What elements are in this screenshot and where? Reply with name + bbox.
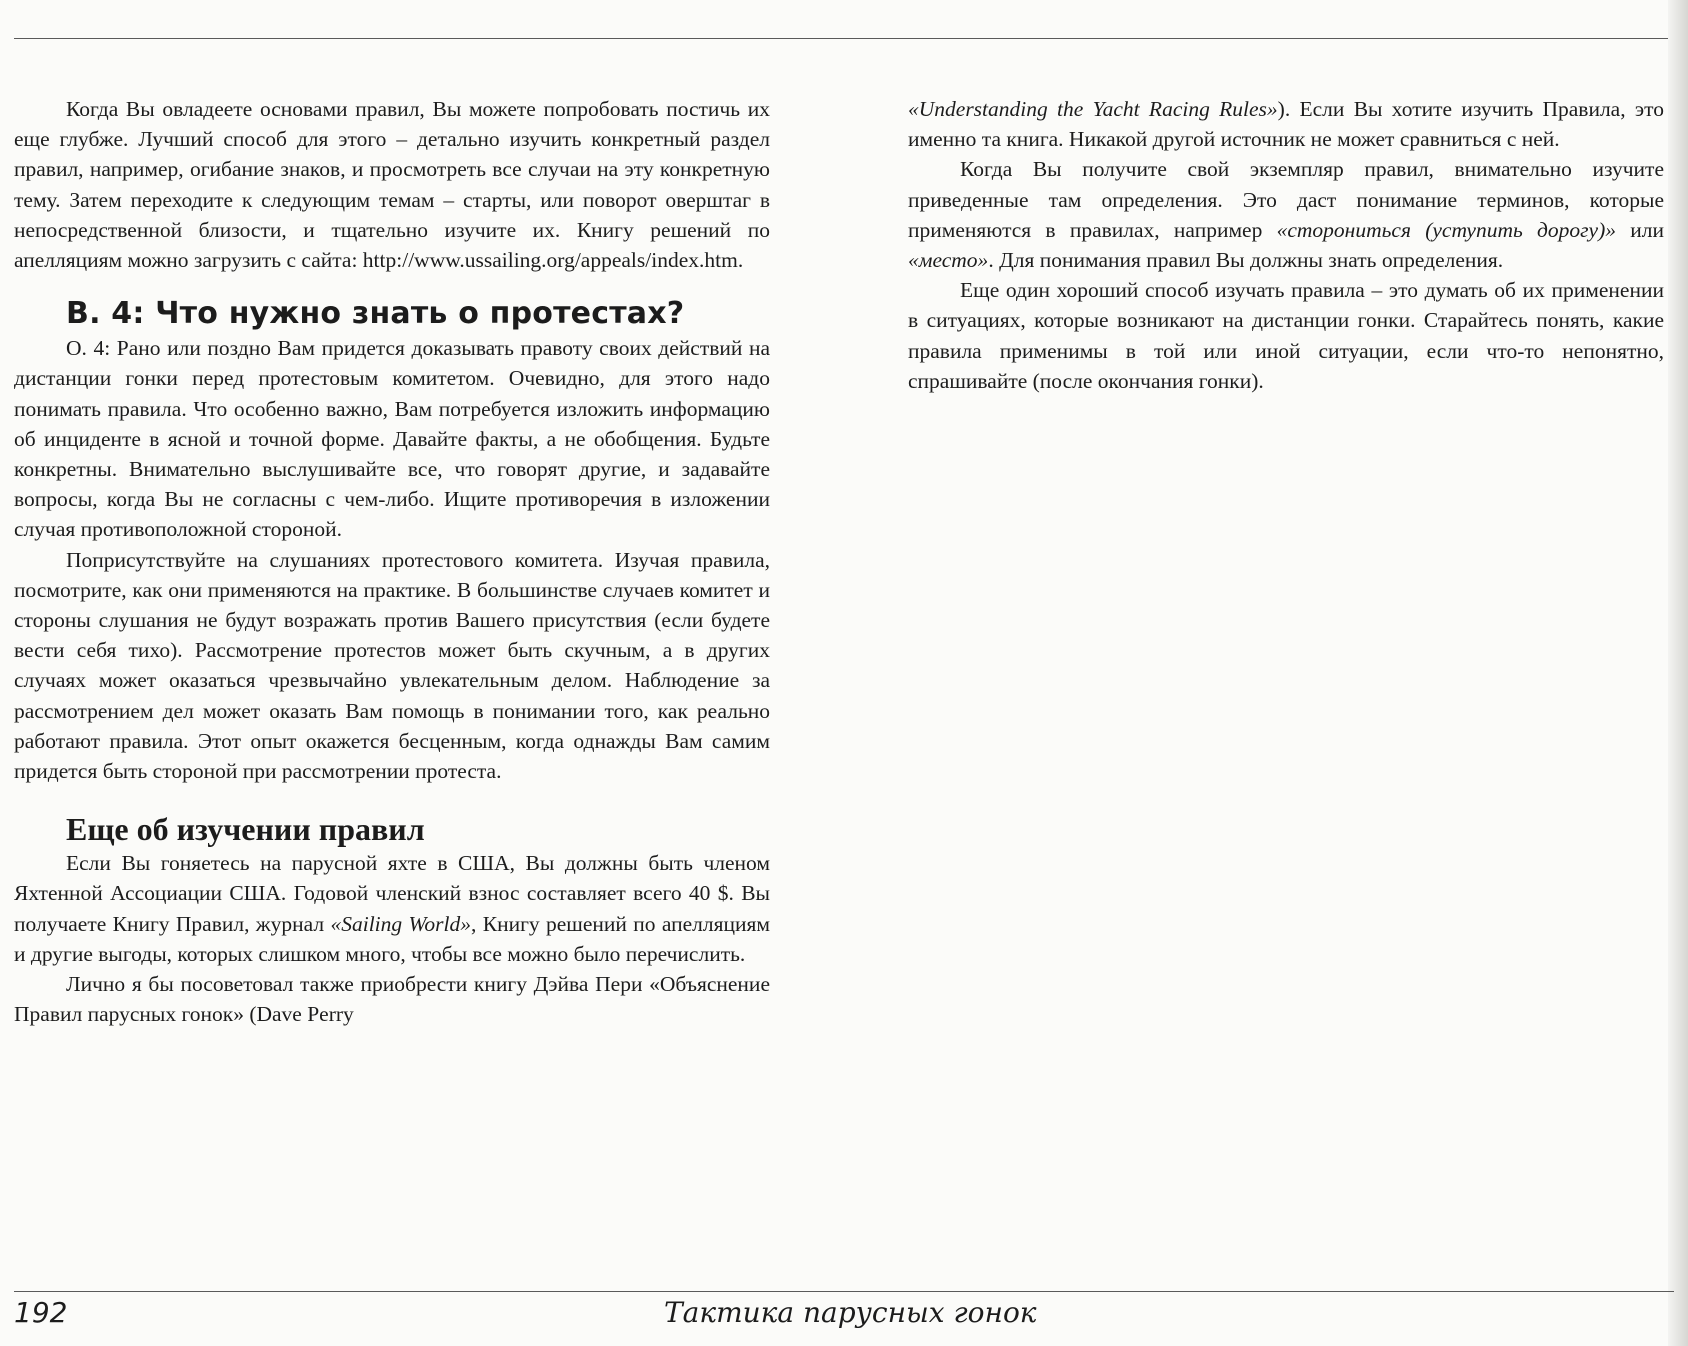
paragraph-answer-4: О. 4: Рано или поздно Вам придется доказывать правоту своих действий на дистанции гонки перед протестовым комитетом. Очевидно, для этого надо понимать правила. Что особенно важно, Вам потребуется изложить информацию об инциденте в ясной и точной форме. Давайте факты, а не обобщения. Будьте конкретны. Внимательно выслушивайте все, что говорят другие, и задавайте вопросы, когда Вы не согласны с чем-либо. Ищите противоречия в изложении случая противоположной стороной. bbox=[14, 336, 770, 542]
book-title: «Understanding the Yacht Racing Rules» bbox=[908, 97, 1278, 121]
left-column bbox=[14, 94, 770, 1029]
paragraph-book-advice: Лично я бы посоветовал также приобрести книгу Дэйва Пери «Объяснение Правил парусных гонок» (Dave Perry bbox=[14, 972, 770, 1027]
term-room: «место» bbox=[908, 248, 989, 273]
running-title: Тактика парусных гонок bbox=[664, 1296, 1037, 1329]
heading-question-4: В. 4: Что нужно знать о протестах? bbox=[66, 296, 685, 332]
paragraph-definitions: Когда Вы получите свой экземпляр правил, внимательно изучите приведенные там определения. Это даст понимание терминов, которые применяются в правилах, например «сторониться (уступить дорогу)» или «место». Для понимания правил Вы должны знать определения. bbox=[908, 157, 1664, 273]
paragraph-us-sailing: Если Вы гоняетесь на парусной яхте в США, Вы должны быть членом Яхтенной Ассоциации США. Годовой членский взнос составляет всего 40 $. Вы получаете Книгу Правил, журнал «Sailing World», Книгу решений по апелляциям и другие выгоды, которых слишком много, чтобы все можно было перечислить. bbox=[14, 851, 770, 966]
paragraph-study-deeper: Когда Вы овладеете основами правил, Вы можете попробовать постичь их еще глубже. Лучший способ для этого – детально изучить конкретный раздел правил, например, огибание знаков, и просмотреть все случаи на эту конкретную тему. Затем переходите к следующим темам – старты, или поворот оверштаг в непосредственной близости, и тщательно изучите их. Книгу решений по апелляциям можно загрузить с сайта: http://www.ussailing.org/appeals/index.htm. bbox=[14, 97, 770, 273]
paragraph-book-title: «Understanding the Yacht Racing Rules»). Если Вы хотите изучить Правила, это именно та книга. Никакой другой источник не может сравниться с ней. bbox=[908, 97, 1664, 152]
page-edge-shadow bbox=[1668, 0, 1688, 1346]
page-number: 192 bbox=[14, 1296, 68, 1329]
paragraph-attend-hearings: Поприсутствуйте на слушаниях протестового комитета. Изучая правила, посмотрите, как они применяются на практике. В большинстве случаев комитет и стороны слушания не будут возражать против Вашего присутствия (если будете вести себя тихо). Рассмотрение протестов может быть скучным, а в других случаях может оказаться чрезвычайно увлекательным делом. Наблюдение за рассмотрением дел может оказать Вам помощь в понимании того, как реально работают правила. Этот опыт окажется бесценным, когда однажды Вам самим придется быть стороной при рассмотрении протеста. bbox=[14, 547, 770, 784]
paragraph-apply-rules: Еще один хороший способ изучать правила – это думать об их применении в ситуациях, которые возникают на дистанции гонки. Старайтесь понять, какие правила применимы в той или иной ситуации, если что-то непонятно, спрашивайте (после окончания гонки). bbox=[908, 278, 1664, 393]
magazine-title: «Sailing World» bbox=[330, 911, 472, 936]
term-keep-clear: «сторониться (уступить дорогу)» bbox=[1276, 217, 1616, 242]
heading-more-study: Еще об изучении правил bbox=[66, 811, 425, 848]
footer-rule bbox=[14, 1291, 1674, 1292]
right-column bbox=[908, 94, 1664, 396]
header-rule bbox=[14, 38, 1674, 39]
